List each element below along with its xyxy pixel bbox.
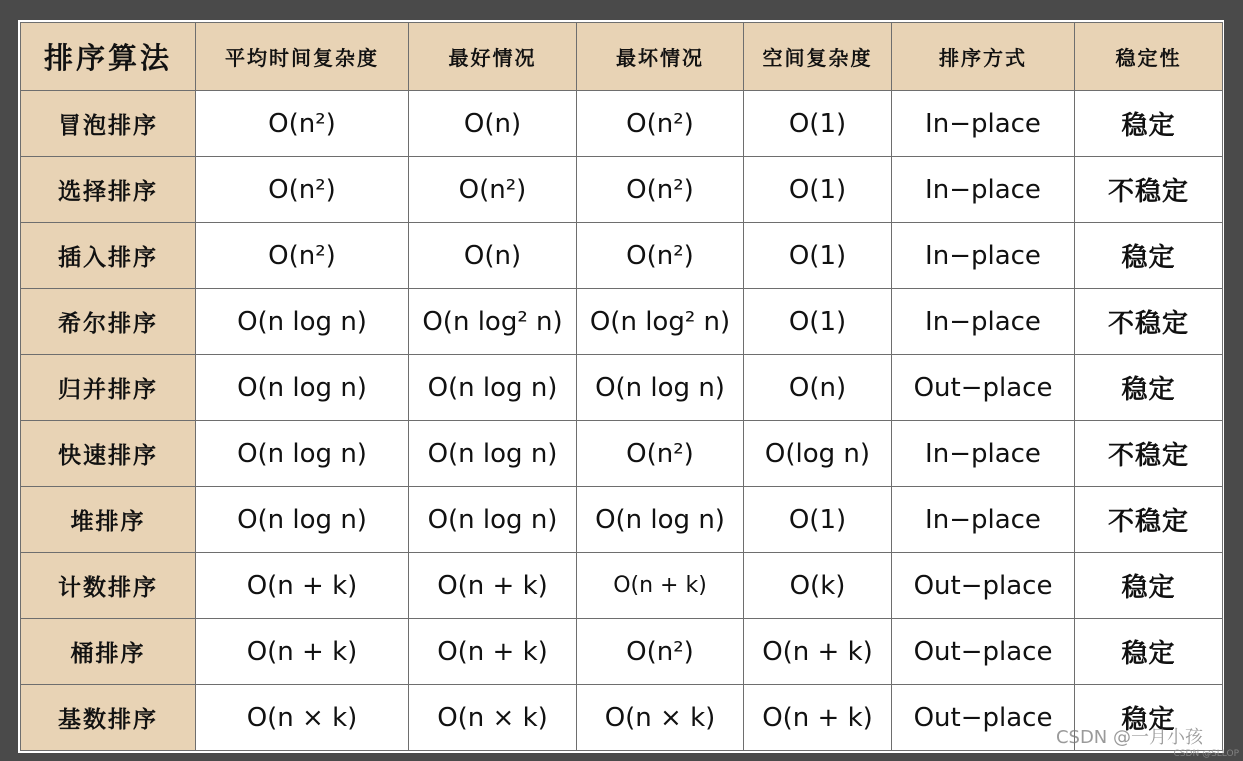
table-cell: O(n)	[409, 223, 577, 289]
table-cell: 稳定	[1075, 553, 1223, 619]
algorithm-name-cell: 基数排序	[21, 685, 196, 751]
table-cell: O(n²)	[577, 91, 744, 157]
table-cell: O(n²)	[577, 157, 744, 223]
table-cell: O(n²)	[196, 157, 409, 223]
table-cell: O(n × k)	[409, 685, 577, 751]
table-cell: O(n log² n)	[409, 289, 577, 355]
column-header: 最好情况	[409, 23, 577, 91]
table-cell: O(n + k)	[196, 619, 409, 685]
algorithm-name-cell: 快速排序	[21, 421, 196, 487]
header-row	[21, 23, 1223, 91]
algorithm-name-cell: 归并排序	[21, 355, 196, 421]
table-cell: In−place	[892, 223, 1075, 289]
table-row	[21, 157, 1223, 223]
table-cell: O(n log n)	[196, 355, 409, 421]
table-cell: Out−place	[892, 685, 1075, 751]
table-cell: O(n²)	[409, 157, 577, 223]
table-cell: O(n × k)	[196, 685, 409, 751]
table-cell: O(n)	[409, 91, 577, 157]
table-cell: 稳定	[1075, 685, 1223, 751]
watermark-main: CSDN @一月小孩	[1055, 727, 1203, 748]
algorithm-name-cell: 冒泡排序	[21, 91, 196, 157]
table-cell: In−place	[892, 289, 1075, 355]
table-row	[21, 355, 1223, 421]
table-cell: O(n log n)	[409, 421, 577, 487]
table-row	[21, 223, 1223, 289]
table-row	[21, 91, 1223, 157]
table-row	[21, 487, 1223, 553]
table-cell: In−place	[892, 91, 1075, 157]
column-header: 排序算法	[21, 23, 196, 91]
table-cell: O(log n)	[744, 421, 892, 487]
table-cell: In−place	[892, 421, 1075, 487]
table-cell: 稳定	[1075, 223, 1223, 289]
algorithm-name-cell: 堆排序	[21, 487, 196, 553]
table-cell: O(n log n)	[196, 289, 409, 355]
table-cell: In−place	[892, 487, 1075, 553]
table-cell: 不稳定	[1075, 289, 1223, 355]
table-cell: 不稳定	[1075, 421, 1223, 487]
table-cell: O(n log² n)	[577, 289, 744, 355]
table-cell: Out−place	[892, 355, 1075, 421]
table-cell: 不稳定	[1075, 487, 1223, 553]
table-row	[21, 289, 1223, 355]
table-cell: O(n + k)	[409, 619, 577, 685]
table-cell: O(n log n)	[196, 487, 409, 553]
algorithm-name-cell: 计数排序	[21, 553, 196, 619]
column-header: 空间复杂度	[744, 23, 892, 91]
table-row	[21, 553, 1223, 619]
table-cell: O(n log n)	[577, 355, 744, 421]
table-cell: O(n log n)	[196, 421, 409, 487]
table-cell: 稳定	[1075, 91, 1223, 157]
table-cell: O(k)	[744, 553, 892, 619]
table-cell: 稳定	[1075, 619, 1223, 685]
watermark-small: CSDN @SLLOP	[1173, 749, 1239, 759]
table-cell: O(1)	[744, 91, 892, 157]
table-cell: 稳定	[1075, 355, 1223, 421]
table-cell: Out−place	[892, 619, 1075, 685]
table-row	[21, 619, 1223, 685]
column-header: 排序方式	[892, 23, 1075, 91]
algorithm-name-cell: 插入排序	[21, 223, 196, 289]
table-cell: O(n + k)	[744, 619, 892, 685]
column-header: 最坏情况	[577, 23, 744, 91]
table-cell: 不稳定	[1075, 157, 1223, 223]
table-body	[21, 91, 1223, 751]
table-cell: O(n + k)	[577, 553, 744, 619]
table-cell: O(n × k)	[577, 685, 744, 751]
table-cell: O(1)	[744, 289, 892, 355]
table-cell: O(n log n)	[409, 487, 577, 553]
algorithm-name-cell: 桶排序	[21, 619, 196, 685]
table-cell: O(n + k)	[409, 553, 577, 619]
algorithm-name-cell: 选择排序	[21, 157, 196, 223]
table-cell: O(n + k)	[744, 685, 892, 751]
table-cell: O(n²)	[577, 421, 744, 487]
table-row	[21, 421, 1223, 487]
table-cell: Out−place	[892, 553, 1075, 619]
table-cell: O(n²)	[577, 619, 744, 685]
table-cell: O(1)	[744, 223, 892, 289]
table-cell: O(n + k)	[196, 553, 409, 619]
table-row	[21, 685, 1223, 751]
algorithm-name-cell: 希尔排序	[21, 289, 196, 355]
table-cell: O(n log n)	[577, 487, 744, 553]
column-header: 稳定性	[1075, 23, 1223, 91]
table-cell: O(1)	[744, 487, 892, 553]
column-header: 平均时间复杂度	[196, 23, 409, 91]
table-cell: O(1)	[744, 157, 892, 223]
table-cell: In−place	[892, 157, 1075, 223]
table-frame	[18, 20, 1224, 753]
table-cell: O(n log n)	[409, 355, 577, 421]
sorting-complexity-table	[20, 22, 1223, 751]
table-cell: O(n²)	[196, 91, 409, 157]
table-cell: O(n)	[744, 355, 892, 421]
table-cell: O(n²)	[196, 223, 409, 289]
table-cell: O(n²)	[577, 223, 744, 289]
